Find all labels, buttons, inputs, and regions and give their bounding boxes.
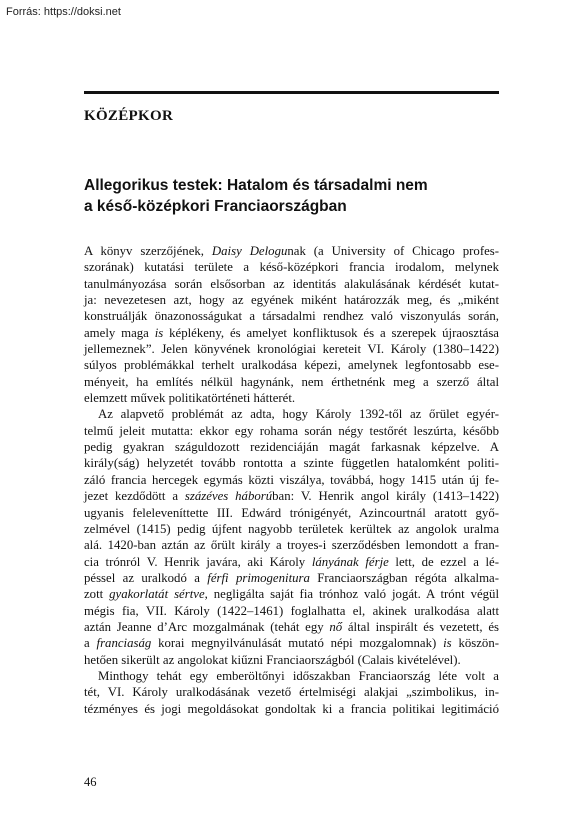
header-rule	[84, 91, 499, 94]
article-title	[84, 175, 499, 217]
body-line: szorának) kutatási területe a késő-középkori francia irodalom, melynek	[84, 260, 499, 275]
body-line: elemzett művek politikatörténeti hátterét.	[84, 391, 296, 406]
body-line: Minthogy tehát egy emberöltőnyi időszakban Franciaország léte volt a	[98, 668, 499, 683]
body-line: hetően sikerült az angolokat kiűzni Franciaországból (Calais kivételével).	[84, 652, 461, 667]
body-line: zott gyakorlatát sértve, negligálta saját fia trónhoz való jogát. A trónt végül	[84, 587, 500, 602]
body-line: tanulmányozása során elsősorban az identitás alakulásának kérdését kutat-	[84, 276, 499, 291]
body-line: zelmével (1415) pedig újfent nagyobb területek kerültek az angolok uralma	[84, 521, 499, 536]
body-line: amely maga is képlékeny, és amelyet konfliktusok és a szerepek újraosztása	[84, 325, 499, 340]
body-line: tét, VI. Károly uralkodásának vezető értelmiségi alakjai „szimbolikus, in-	[84, 685, 499, 700]
body-line: jellemeznek”. Jelen könyvének kronológiai kereteit VI. Károly (1380–1422)	[84, 342, 499, 357]
body-line: A könyv szerzőjének, Daisy Delogunak (a University of Chicago profes-	[84, 244, 499, 258]
body-line: péssel az uralkodó a férfi primogenitura Franciaországban régóta alkalma-	[84, 570, 499, 585]
body-text	[84, 243, 499, 717]
body-line: Az alapvető problémát az adta, hogy Károly 1392-től az őrület egyér-	[98, 407, 499, 422]
body-line: ugyanis feleleveníttette III. Edwárd trónigényét, Azincourtnál aratott győ-	[84, 505, 499, 520]
body-line: tézményes és jogi megoldásokat gondoltak ki a francia politikai legitimáció	[84, 701, 499, 716]
body-line: a franciaság korai megnyilvánulását mutató népi mozgalomnak) is köszön-	[84, 636, 499, 651]
title-line: Allegorikus testek: Hatalom és társadalmi nem	[84, 177, 428, 194]
body-line: ja: nevezetesen azt, hogy az egyének miként határozzák meg, és „miként	[84, 293, 499, 308]
body-line: aztán Jeanne d’Arc mozgalmának (tehát egy nő által inspirált és vezetett, és	[84, 619, 499, 634]
body-line: cia trónról V. Henrik javára, aki Károly lányának férje lett, de ezzel a lé-	[84, 554, 499, 569]
body-line: ményeit, ha említés nélkül hagynánk, nem érthetnénk meg a szerző által	[84, 374, 499, 389]
body-line: mégis fia, VII. Károly (1422–1461) foglalhatta el, akinek uralkodása alatt	[84, 603, 499, 618]
section-heading: KÖZÉPKOR	[84, 108, 174, 124]
body-line: pedig gyakran száguldozott rezidenciáján magát farkasnak képzelve. A	[84, 440, 499, 455]
body-line: jezet kezdődött a százéves háborúban: V. Henrik angol király (1413–1422)	[84, 489, 500, 504]
body-line: súlyos problémákkal terhelt uralkodása képezi, amelynek legfontosabb ese-	[84, 358, 499, 373]
body-line: király(ság) helyzetét tovább rontotta a szinte független hatalomként politi-	[84, 456, 499, 471]
title-line: a késő-középkori Franciaországban	[84, 198, 347, 215]
source-label: Forrás: https://doksi.net	[6, 6, 121, 18]
body-line: konstruálják önazonosságukat a társadalmi rendhez való viszonyulás során,	[84, 309, 499, 324]
page-number: 46	[84, 775, 97, 789]
body-line: telmű jeleit mutatta: ekkor egy rohama során négy testőrét leszúrta, később	[84, 423, 499, 438]
body-line: alá. 1420-ban aztán az őrült király a troyes-i szerződésben lemondott a fran-	[84, 538, 499, 553]
body-line: záló francia hercegek egymás közti viszálya, továbbá, hogy 1415 után új fe-	[84, 472, 499, 487]
